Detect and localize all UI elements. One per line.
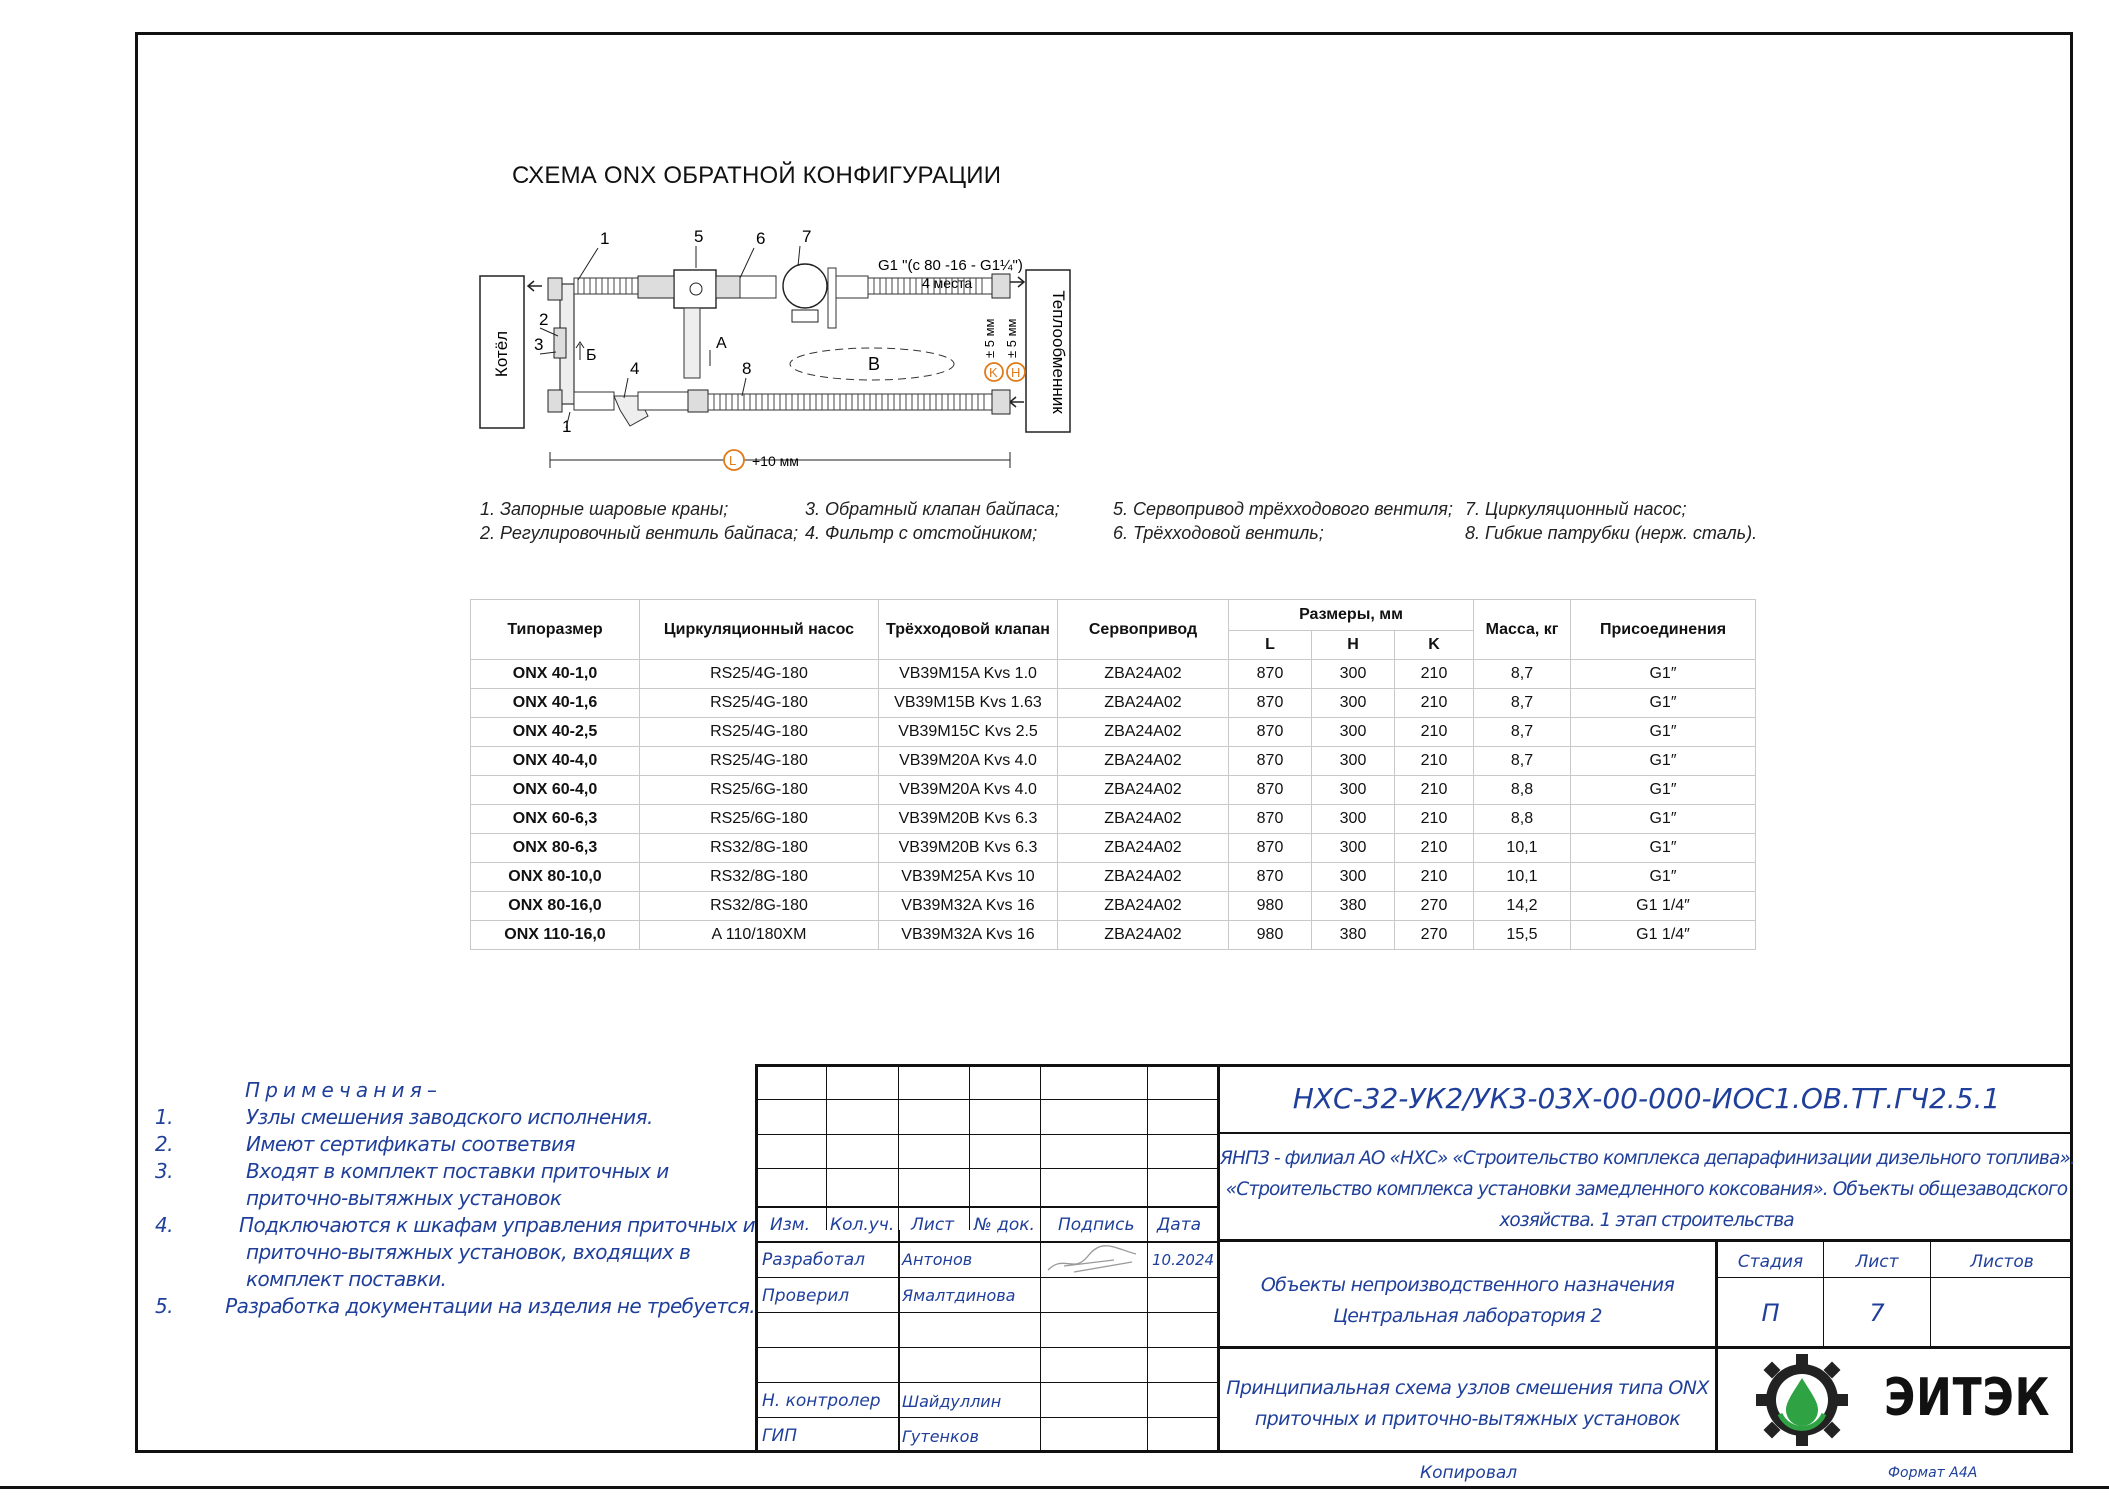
table-cell: 380 [1312,892,1395,921]
table-cell: ZBA24A02 [1058,660,1229,689]
table-cell: 870 [1229,776,1312,805]
table-cell: ZBA24A02 [1058,747,1229,776]
table-cell: 300 [1312,747,1395,776]
table-cell: 10,1 [1474,863,1571,892]
circulation-pump [783,264,827,308]
table-cell: RS32/8G-180 [640,863,879,892]
logo-text: ЭИТЭК [1884,1368,2051,1428]
table-cell: 15,5 [1474,921,1571,950]
notes-list: 1. Узлы смешения заводского исполнения. 2. Имеют сертификаты соответвия 3. Входят в комплект поставки приточных и приточно-вытяжных установок 4. Подключаются к шкафам управления приточных и приточно-вытяжных установок, входящих в комплект поставки. 5. Разработка документации на изделия не требуется. [155,1105,755,1318]
svg-text:4: 4 [630,359,640,378]
table-cell: VB39M25A Kvs 10 [879,863,1058,892]
table-cell: RS25/4G-180 [640,718,879,747]
table-cell: VB39M20B Kvs 6.3 [879,805,1058,834]
table-cell: ONX 60-4,0 [471,776,640,805]
table-cell: G1″ [1571,776,1756,805]
table-cell: ONX 40-1,6 [471,689,640,718]
table-cell: ZBA24A02 [1058,863,1229,892]
table-cell: RS25/4G-180 [640,660,879,689]
table-cell: 8,7 [1474,747,1571,776]
col-sign: Подпись [1058,1215,1135,1235]
table-cell: 8,7 [1474,718,1571,747]
table-cell: ONX 40-2,5 [471,718,640,747]
flow-b-label: Б [586,347,597,364]
table-cell: 870 [1229,863,1312,892]
role-developer: Разработал [762,1250,865,1270]
stage-label: Стадия [1737,1252,1804,1272]
onx-scheme-diagram [470,220,1090,480]
col-kol: Кол.уч. [830,1215,895,1235]
arrow-from-exchanger [1010,397,1024,407]
table-cell: 870 [1229,718,1312,747]
svg-text:2: 2 [539,310,549,329]
role-gip: ГИП [762,1426,797,1446]
table-cell: 210 [1395,863,1474,892]
dim-k-tol: ± 5 мм [982,318,997,358]
footer-copied: Копировал [1420,1463,1518,1483]
table-cell: RS25/6G-180 [640,805,879,834]
page-bottom-rule [0,1486,2109,1489]
svg-text:8: 8 [742,359,752,378]
svg-text:5: 5 [694,227,704,246]
boiler-label: Котёл [492,330,511,378]
gear-drop-icon [1752,1352,1852,1448]
table-cell: ONX 80-6,3 [471,834,640,863]
table-row [471,718,1756,747]
servo-actuator [674,270,716,308]
table-row [471,921,1756,950]
table-cell: VB39M20A Kvs 4.0 [879,776,1058,805]
table-row [471,660,1756,689]
spec-table: Типоразмер Циркуляционный насос Трёхходовой клапан Сервопривод Размеры, мм Масса, кг Присоединения L H K ONX 40-1,0 RS25/4G-180 VB39M15A Kvs 1.0 ZBA24A02 870 300 210 8,7 G1″ ONX 40-1,6 RS25/4G-180 VB39M15B Kvs 1.63 ZBA24A02 870 300 210 8,7 G1″ ONX 40-2,5 RS25/4G-180 VB39M15C Kvs 2.5 ZBA24A02 870 300 210 8,7 G1″ ONX 40-4,0 RS25/4G-180 VB39M20A Kvs 4.0 ZBA24A02 870 300 210 8,7 G1″ ONX 60-4,0 RS25/6G-180 VB39M20A Kvs 4.0 ZBA24A02 870 300 210 8,8 G1″ ONX 60-6,3 RS25/6G-180 VB39M20B Kvs 6.3 ZBA24A02 870 300 210 8,8 G1″ ONX 80-6,3 RS32/8G-180 VB39M20B Kvs 6.3 ZBA24A02 870 300 210 10,1 G1″ ONX 80-10,0 RS32/8G-180 VB39M25A Kvs 10 ZBA24A02 870 300 210 10,1 G1″ ONX 80-16,0 RS32/8G-180 VB39M32A Kvs 16 ZBA24A02 980 380 270 14,2 G1 1/4″ ONX 110-16,0 A 110/180XM VB39M32A Kvs 16 ZBA24A02 980 380 270 15,5 G1 1/4″ [470,599,1756,950]
dim-l-tol: +10 мм [752,453,799,469]
table-row [471,892,1756,921]
table-cell: VB39M20B Kvs 6.3 [879,834,1058,863]
name-normcontrol: Шайдуллин [902,1392,1002,1411]
table-cell: RS32/8G-180 [640,892,879,921]
name-gip: Гутенков [902,1427,979,1446]
bottom-hose [708,394,992,410]
doc-code: НХС-32-УК2/УК3-03Х-00-000-ИОС1.ОВ.ТТ.ГЧ2.5.1 [1292,1082,2001,1115]
sheet-label: Лист [1855,1252,1899,1272]
table-cell: 300 [1312,863,1395,892]
table-cell: 210 [1395,805,1474,834]
zone-b-label: В [868,354,881,374]
dim-h-tol: ± 5 мм [1004,318,1019,358]
table-cell: 210 [1395,776,1474,805]
legend-col-4: 7. Циркуляционный насос; 8. Гибкие патрубки (нерж. сталь). [1465,499,1758,543]
dim-l-letter: L [729,453,737,468]
table-cell: 8,8 [1474,805,1571,834]
table-cell: 300 [1312,805,1395,834]
table-cell: VB39M15A Kvs 1.0 [879,660,1058,689]
exchanger-label: Теплообменник [1049,290,1068,414]
table-cell: G1″ [1571,718,1756,747]
table-cell: ONX 80-10,0 [471,863,640,892]
three-way-valve [638,276,674,298]
table-cell: 870 [1229,834,1312,863]
table-cell: 14,2 [1474,892,1571,921]
svg-text:6: 6 [756,229,766,248]
connection-label: G1 "(с 80 -16 - G1¼") [878,257,1023,274]
table-cell: ZBA24A02 [1058,718,1229,747]
table-cell: 980 [1229,892,1312,921]
table-cell: RS25/4G-180 [640,747,879,776]
role-normcontrol: Н. контролер [762,1391,881,1411]
table-cell: ONX 60-6,3 [471,805,640,834]
table-row [471,689,1756,718]
table-cell: ZBA24A02 [1058,689,1229,718]
dim-k-letter: K [989,365,998,380]
drawing-name: Принципиальная схема узлов смешения типа ONX приточных и приточно-вытяжных установок [1226,1377,1709,1430]
table-cell: 210 [1395,747,1474,776]
valve-riser [684,308,700,378]
col-doc: № док. [974,1215,1035,1235]
company-logo [1752,1352,2051,1448]
table-cell: 870 [1229,747,1312,776]
table-cell: 870 [1229,660,1312,689]
date-developer: 10.2024 [1152,1251,1215,1269]
legend-col-2: 3. Обратный клапан байпаса; 4. Фильтр с отстойником; [805,499,1060,543]
table-cell: A 110/180XM [640,921,879,950]
table-row [471,834,1756,863]
table-cell: G1″ [1571,689,1756,718]
table-cell: ZBA24A02 [1058,921,1229,950]
dim-h-letter: H [1011,365,1021,380]
notes-title: П р и м е ч а н и я – [245,1078,437,1102]
table-cell: ONX 40-1,0 [471,660,640,689]
scheme-title: СХЕМА ONX ОБРАТНОЙ КОНФИГУРАЦИИ [512,162,1002,189]
table-row [471,747,1756,776]
table-cell: VB39M15C Kvs 2.5 [879,718,1058,747]
table-row [471,776,1756,805]
table-cell: ZBA24A02 [1058,776,1229,805]
name-checker: Ямалтдинова [902,1286,1016,1305]
table-cell: VB39M15B Kvs 1.63 [879,689,1058,718]
svg-text:7: 7 [802,227,812,246]
table-cell: VB39M32A Kvs 16 [879,892,1058,921]
places-label: 4 места [922,275,973,291]
table-cell: G1″ [1571,834,1756,863]
table-cell: ONX 110-16,0 [471,921,640,950]
table-cell: 870 [1229,805,1312,834]
footer-format: Формат А4А [1888,1465,1978,1481]
table-cell: 210 [1395,660,1474,689]
svg-text:1: 1 [562,417,572,436]
table-cell: RS25/4G-180 [640,689,879,718]
table-cell: G1″ [1571,660,1756,689]
table-cell: ONX 40-4,0 [471,747,640,776]
signature [1044,1244,1142,1276]
table-cell: RS25/6G-180 [640,776,879,805]
table-cell: 300 [1312,689,1395,718]
table-cell: G1″ [1571,747,1756,776]
table-cell: 300 [1312,660,1395,689]
table-cell: ZBA24A02 [1058,892,1229,921]
table-cell: 270 [1395,921,1474,950]
col-list: Лист [911,1215,955,1235]
table-cell: 980 [1229,921,1312,950]
table-cell: 8,7 [1474,689,1571,718]
table-cell: G1 1/4″ [1571,921,1756,950]
table-cell: 210 [1395,834,1474,863]
table-cell: ONX 80-16,0 [471,892,640,921]
table-cell: 300 [1312,776,1395,805]
table-cell: ZBA24A02 [1058,834,1229,863]
table-cell: 210 [1395,689,1474,718]
table-cell: G1 1/4″ [1571,892,1756,921]
table-cell: G1″ [1571,863,1756,892]
table-cell: VB39M32A Kvs 16 [879,921,1058,950]
svg-text:1: 1 [600,229,610,248]
table-cell: 10,1 [1474,834,1571,863]
table-cell: 8,8 [1474,776,1571,805]
arrow-to-exchanger-top [1010,277,1024,287]
table-cell: 8,7 [1474,660,1571,689]
table-cell: 870 [1229,689,1312,718]
legend-col-3: 5. Сервопривод трёхходового вентиля; 6. Трёхходовой вентиль; [1113,499,1453,543]
table-cell: 270 [1395,892,1474,921]
svg-text:3: 3 [534,335,544,354]
project-name: ЯНПЗ - филиал АО «НХС» «Строительство комплекса депарафинизации дизельного топлива». «Строительство комплекса установки замедленного коксования». Объекты общезаводского хозяйства. 1 этап строительства [1220,1148,2075,1231]
table-cell: 300 [1312,718,1395,747]
role-checker: Проверил [762,1286,850,1306]
sheets-label: Листов [1970,1252,2034,1272]
sheet-value: 7 [1869,1299,1885,1327]
table-cell: 210 [1395,718,1474,747]
stage-value: П [1761,1299,1780,1327]
table-cell: 380 [1312,921,1395,950]
flow-a-label: А [716,335,727,352]
table-cell: G1″ [1571,805,1756,834]
col-izm: Изм. [770,1215,810,1235]
table-cell: VB39M20A Kvs 4.0 [879,747,1058,776]
col-date: Дата [1157,1215,1202,1235]
table-cell: 300 [1312,834,1395,863]
table-row [471,863,1756,892]
arrow-to-boiler [528,281,542,291]
name-developer: Антонов [902,1250,973,1269]
table-row [471,805,1756,834]
table-cell: ZBA24A02 [1058,805,1229,834]
object-name: Объекты непроизводственного назначения Центральная лаборатория 2 [1260,1274,1675,1327]
legend-col-1: 1. Запорные шаровые краны; 2. Регулировочный вентиль байпаса; [480,499,798,543]
table-cell: RS32/8G-180 [640,834,879,863]
